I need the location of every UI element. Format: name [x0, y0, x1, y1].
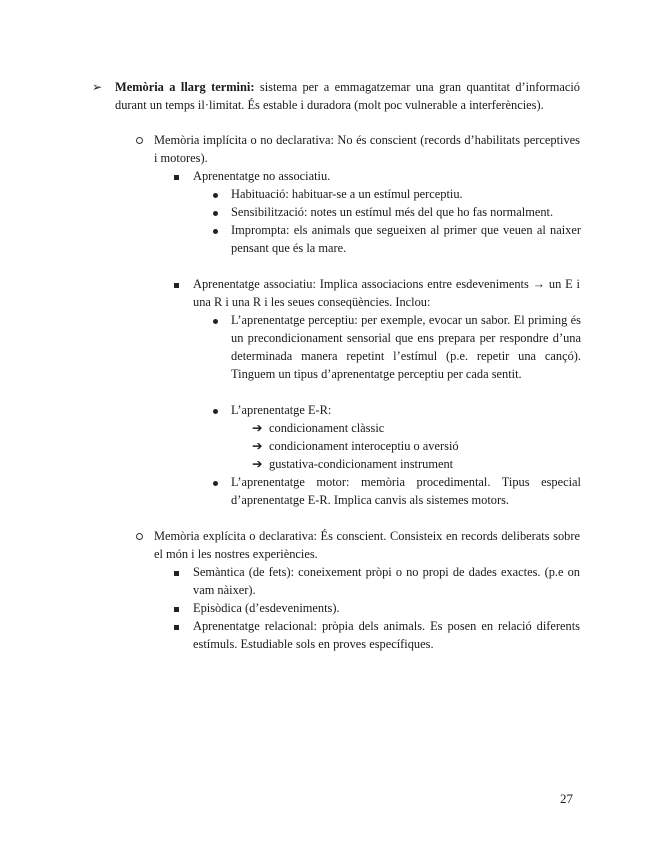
page-number: 27 [560, 791, 573, 806]
arrow-bullet-icon: ➔ [252, 421, 263, 435]
ltm-term: Memòria a llarg termini: [115, 80, 255, 94]
dot-bullet-icon [213, 185, 231, 203]
interoceptive-conditioning-text: condicionament interoceptiu o aversió [269, 439, 459, 453]
classical-conditioning-text: condicionament clàssic [269, 421, 385, 435]
non-associative-text: Aprenentatge no associatiu. [193, 169, 331, 183]
dot-bullet-icon [213, 311, 231, 329]
motor-learning-text: L’aprenentatge motor: memòria procedimental. Tipus especial d’aprenentatge E-R. Implica canvis als sistemes motors. [231, 475, 581, 507]
square-bullet-icon [174, 275, 192, 293]
ltm-definition: sistema per a emmagatzemar una gran quantitat d’informació durant un temps il·limitat. És estable i duradora (molt poc vulnerable a interferències). [115, 80, 581, 112]
dot-bullet-icon [213, 401, 231, 419]
dot-bullet-icon [213, 203, 231, 221]
imprinting-text: Imprompta: els animals que segueixen al primer que veuen al naixer pensant que és la mare. [231, 223, 581, 255]
er-learning-text: L’aprenentatge E-R: [231, 403, 332, 417]
instrumental-conditioning-text: gustativa-condicionament instrument [269, 457, 454, 471]
explicit-memory-text: Memòria explícita o declarativa: És conscient. Consisteix en records deliberats sobre el món i les nostres experiències. [154, 529, 580, 561]
episodic-memory-text: Episòdica (d’esdeveniments). [193, 601, 340, 615]
habituation-text: Habituació: habituar-se a un estímul perceptiu. [231, 187, 463, 201]
hollow-circle-bullet-icon [136, 131, 154, 149]
arrowhead-bullet-icon: ➢ [92, 80, 103, 94]
dot-bullet-icon [213, 221, 231, 239]
sensitization-text: Sensibilització: notes un estímul més del que ho fas normalment. [231, 205, 554, 219]
square-bullet-icon [174, 599, 192, 617]
arrow-bullet-icon: ➔ [252, 457, 263, 471]
square-bullet-icon [174, 167, 192, 185]
dot-bullet-icon [213, 473, 231, 491]
square-bullet-icon [174, 563, 192, 581]
perceptual-learning-text: L’aprenentatge perceptiu: per exemple, evocar un sabor. El priming és un precondicionament sensorial que ens prepara per respondre d’una determinada manera repetint l’estímul (p.e. repetir una cançó). Tinguem un tipus d’aprenentatge perceptiu per cada sentit. [231, 313, 581, 381]
implicit-memory-text: Memòria implícita o no declarativa: No és conscient (records d’habilitats perceptives i motores). [154, 133, 580, 165]
semantic-memory-text: Semàntica (de fets): coneixement pròpi o no propi de dades exactes. (p.e on vam nàixer). [193, 565, 580, 597]
hollow-circle-bullet-icon [136, 527, 154, 545]
square-bullet-icon [174, 617, 192, 635]
arrow-bullet-icon: ➔ [252, 439, 263, 453]
relational-learning-text: Aprenentatge relacional: pròpia dels animals. Es posen en relació diferents estímuls. Estudiable sols en proves específiques. [193, 619, 580, 651]
associative-text: Aprenentatge associatiu: Implica associacions entre esdeveniments → un E i una R i una R i les seues conseqüències. Inclou: [193, 277, 580, 309]
ltm-paragraph [115, 78, 580, 114]
